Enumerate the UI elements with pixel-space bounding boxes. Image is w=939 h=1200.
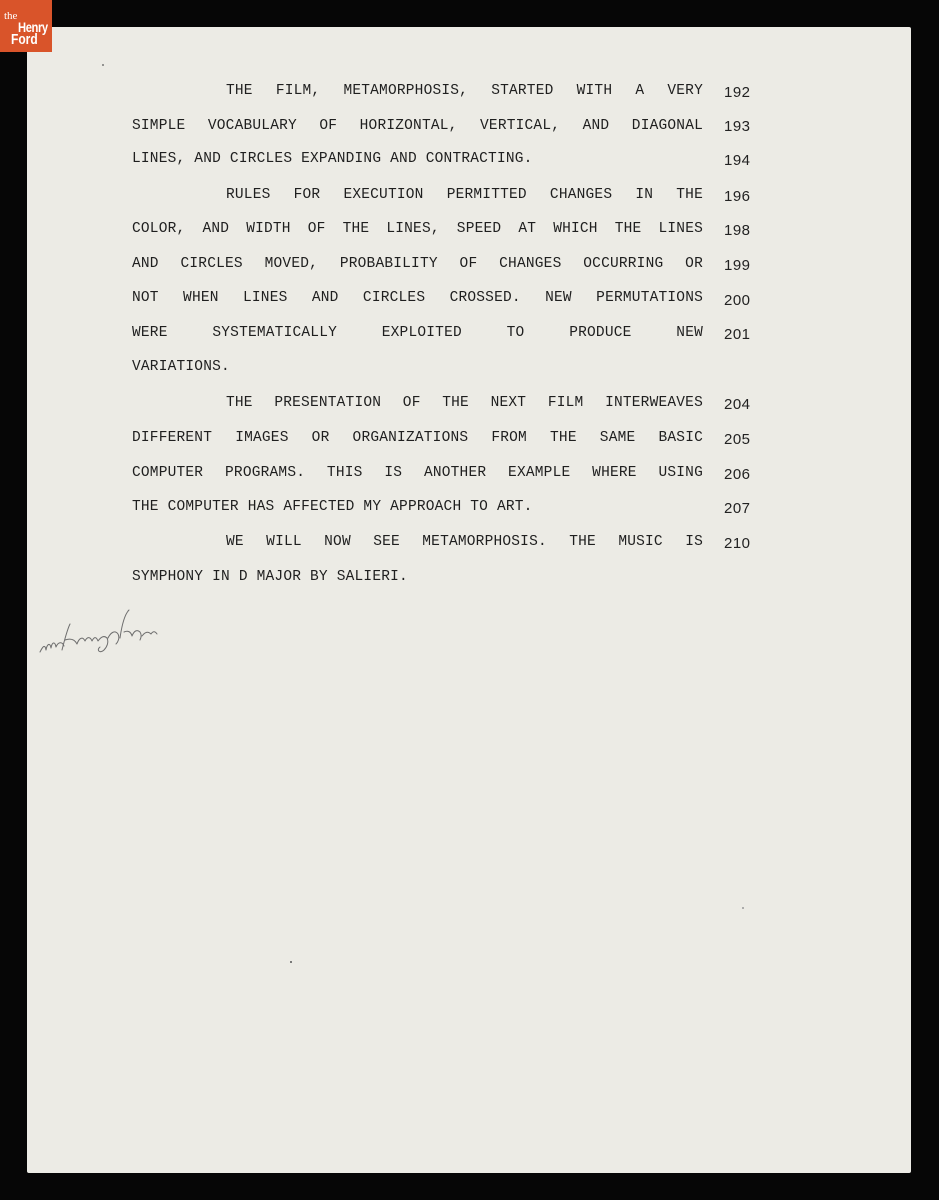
handwritten-annotation [38, 608, 178, 660]
text-line: WERE SYSTEMATICALLY EXPLOITED TO PRODUCE NEW [132, 325, 703, 341]
logo-prefix: the [4, 10, 18, 22]
henry-ford-logo [0, 0, 52, 52]
text-line: NOT WHEN LINES AND CIRCLES CROSSED. NEW PERMUTATIONS [132, 290, 703, 306]
line-number: 206 [724, 466, 751, 483]
line-number: 198 [724, 222, 751, 239]
line-number: 205 [724, 431, 751, 448]
line-number: 200 [724, 292, 751, 309]
text-line: VARIATIONS. [132, 359, 230, 375]
text-line: SYMPHONY IN D MAJOR BY SALIERI. [132, 569, 408, 585]
line-number: 199 [724, 257, 751, 274]
logo-name-line1: Henry [18, 19, 48, 35]
text-line: COLOR, AND WIDTH OF THE LINES, SPEED AT WHICH THE LINES [132, 221, 703, 237]
paper-speck [102, 64, 104, 66]
paper-speck [742, 907, 744, 909]
line-number: 194 [724, 152, 751, 169]
line-number: 204 [724, 396, 751, 413]
line-number: 196 [724, 188, 751, 205]
text-line: SIMPLE VOCABULARY OF HORIZONTAL, VERTICAL, AND DIAGONAL [132, 118, 703, 134]
line-number: 193 [724, 118, 751, 135]
text-line: THE FILM, METAMORPHOSIS, STARTED WITH A VERY [226, 83, 703, 99]
line-number: 192 [724, 84, 751, 101]
text-line: LINES, AND CIRCLES EXPANDING AND CONTRACTING. [132, 151, 533, 167]
text-line: DIFFERENT IMAGES OR ORGANIZATIONS FROM THE SAME BASIC [132, 430, 703, 446]
line-number: 207 [724, 500, 751, 517]
text-line: AND CIRCLES MOVED, PROBABILITY OF CHANGES OCCURRING OR [132, 256, 703, 272]
text-line: THE PRESENTATION OF THE NEXT FILM INTERWEAVES [226, 395, 703, 411]
text-line: COMPUTER PROGRAMS. THIS IS ANOTHER EXAMPLE WHERE USING [132, 465, 703, 481]
line-number: 201 [724, 326, 751, 343]
paper-speck [290, 961, 292, 963]
text-line: RULES FOR EXECUTION PERMITTED CHANGES IN THE [226, 187, 703, 203]
line-number: 210 [724, 535, 751, 552]
text-line: WE WILL NOW SEE METAMORPHOSIS. THE MUSIC IS [226, 534, 703, 550]
text-line: THE COMPUTER HAS AFFECTED MY APPROACH TO ART. [132, 499, 533, 515]
logo-name-line2: Ford [11, 31, 38, 48]
